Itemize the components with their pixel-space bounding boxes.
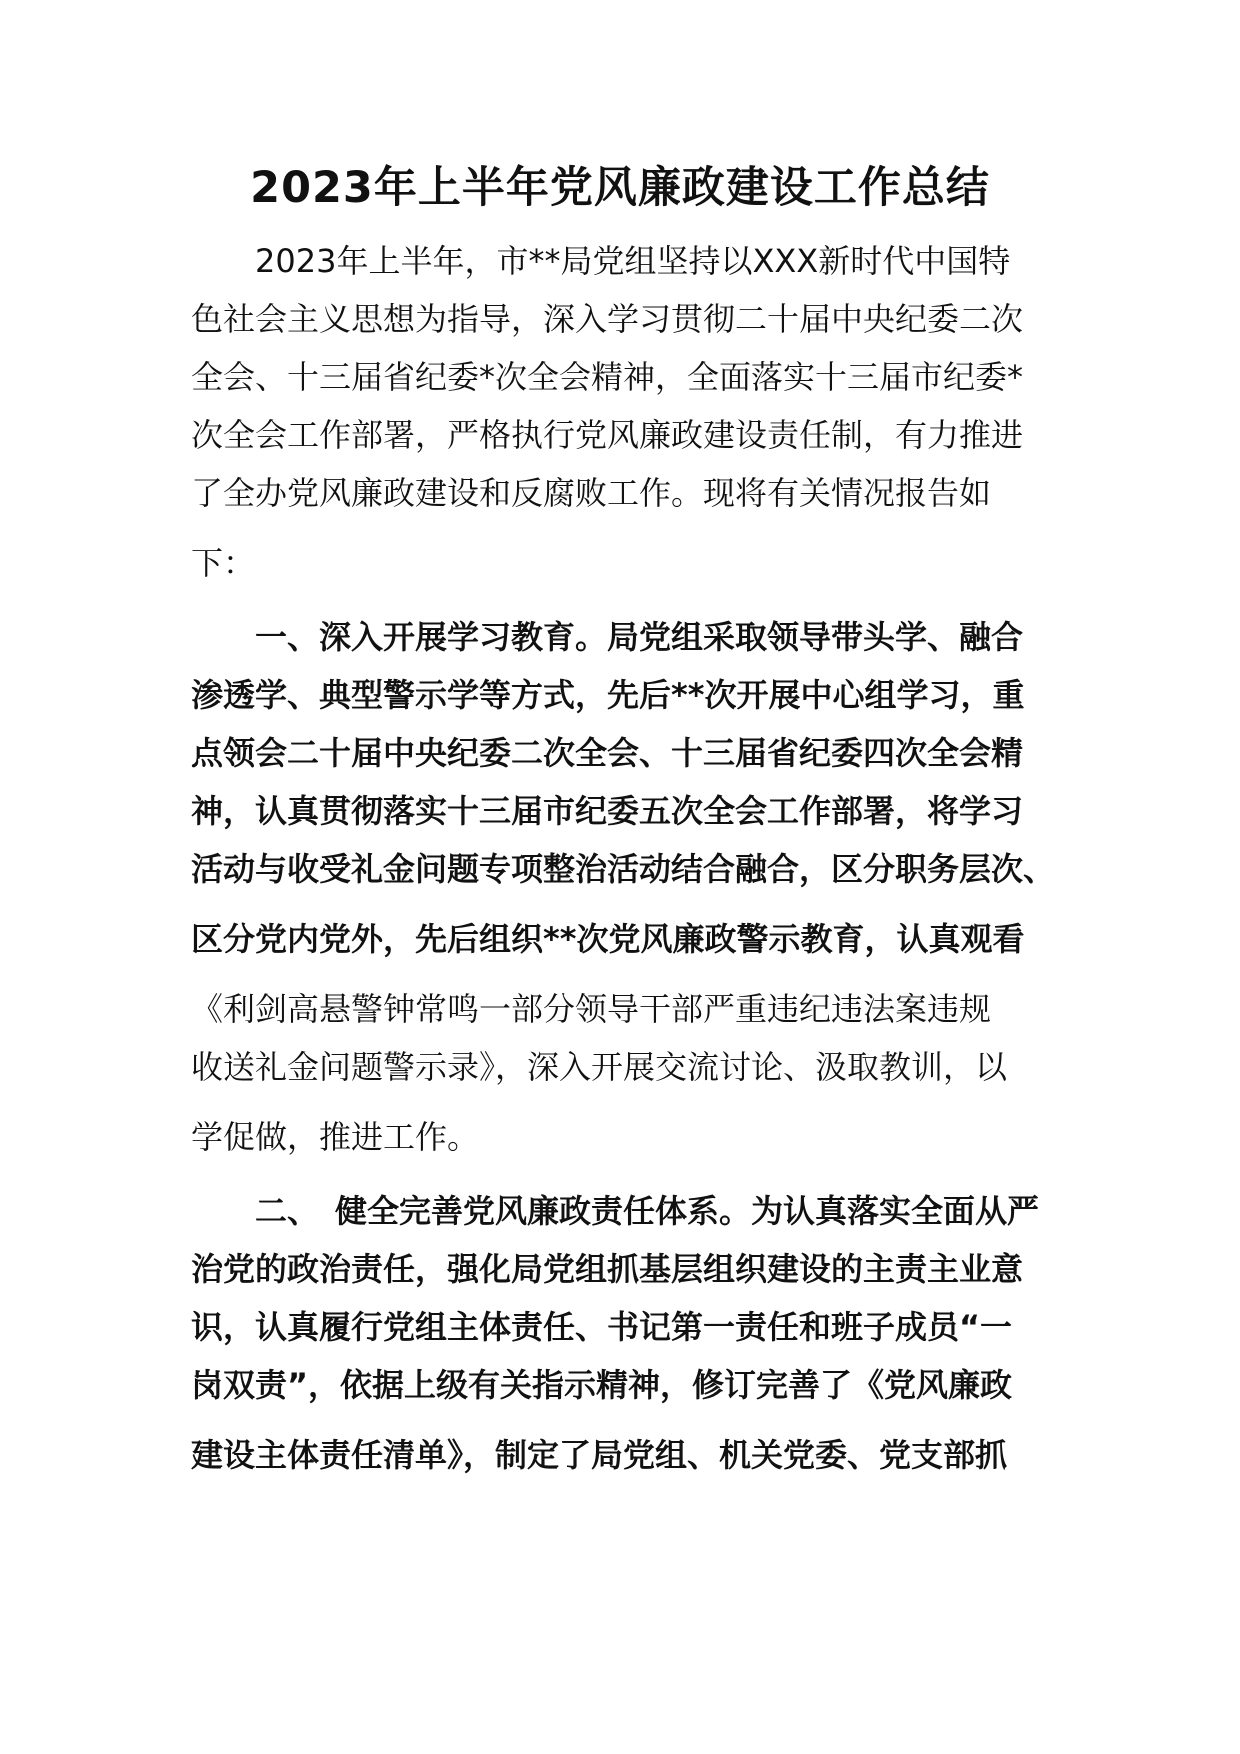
text-line: 次全会工作部署，严格执行党风廉政建设责任制，有力推进 — [191, 416, 1024, 454]
text-line: 了全办党风廉政建设和反腐败工作。现将有关情况报告如 — [191, 474, 992, 512]
bold-text-line: 点领会二十届中央纪委二次全会、十三届省纪委四次全会精 — [191, 734, 1024, 772]
text-line: 全会、十三届省纪委*次全会精神，全面落实十三届市纪委* — [191, 358, 1024, 396]
bold-text-line: 岗双责”，依据上级有关指示精神，修订完善了《党风廉政 — [191, 1366, 1013, 1404]
section-heading-line: 二、 健全完善党风廉政责任体系。为认真落实全面从严 — [255, 1192, 1040, 1230]
bold-text-line: 神，认真贯彻落实十三届市纪委五次全会工作部署，将学习 — [191, 792, 1024, 830]
section-heading-line: 一、深入开展学习教育。局党组采取领导带头学、融合 — [255, 618, 1024, 656]
bold-text-line: 识，认真履行党组主体责任、书记第一责任和班子成员“一 — [191, 1308, 1013, 1346]
text-line: 《利剑高悬警钟常鸣一部分领导干部严重违纪违法案违规 — [191, 990, 992, 1028]
bold-text-line: 渗透学、典型警示学等方式，先后**次开展中心组学习，重 — [191, 676, 1025, 714]
section-2-paragraph — [191, 1182, 1071, 1484]
document-body — [191, 232, 1071, 1484]
text-line: 下： — [191, 544, 256, 582]
bold-text-line: 建设主体责任清单》，制定了局党组、机关党委、党支部抓 — [191, 1436, 1008, 1474]
bold-text-line: 活动与收受礼金问题专项整治活动结合融合，区分职务层次、 — [191, 850, 1056, 888]
text-line: 色社会主义思想为指导，深入学习贯彻二十届中央纪委二次 — [191, 300, 1024, 338]
document-title: 2023年上半年党风廉政建设工作总结 — [250, 163, 990, 213]
section-1-paragraph — [191, 608, 1071, 1166]
text-line: 收送礼金问题警示录》，深入开展交流讨论、汲取教训，以 — [191, 1048, 1008, 1086]
bold-text-line: 区分党内党外，先后组织**次党风廉政警示教育，认真观看 — [191, 920, 1025, 958]
bold-text-line: 治党的政治责任，强化局党组抓基层组织建设的主责主业意 — [191, 1250, 1024, 1288]
text-line: 2023年上半年，市**局党组坚持以XXX新时代中国特 — [255, 242, 1011, 280]
intro-paragraph — [191, 232, 1071, 592]
text-line: 学促做，推进工作。 — [191, 1118, 480, 1156]
